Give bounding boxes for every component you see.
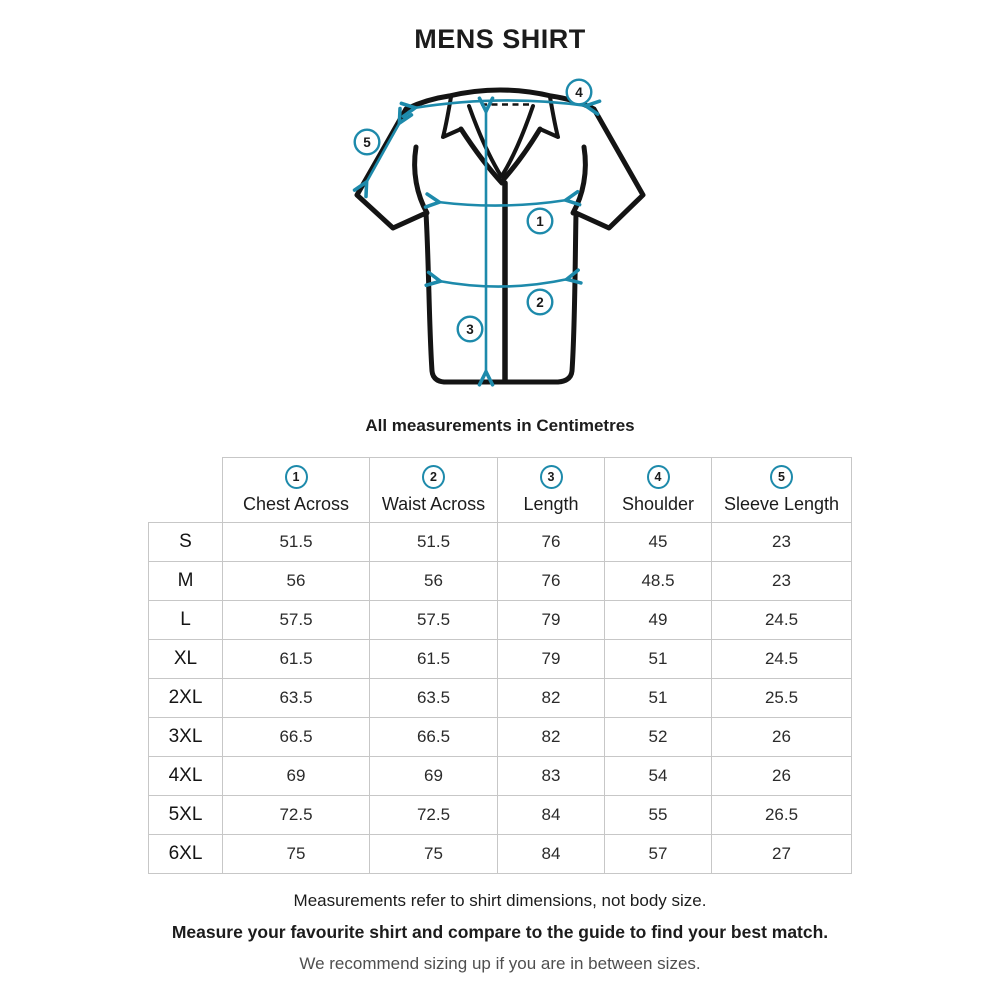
value-cell: 75 (223, 834, 370, 873)
value-cell: 79 (498, 600, 605, 639)
col-label: Chest Across (242, 493, 350, 514)
col-label: Waist Across (381, 493, 486, 514)
value-cell: 49 (605, 600, 712, 639)
value-cell: 63.5 (223, 678, 370, 717)
header-row (149, 457, 852, 522)
value-cell: 57.5 (370, 600, 498, 639)
size-cell: S (149, 522, 223, 561)
svg-text:1: 1 (536, 213, 544, 229)
col-label: Sleeve Length (723, 493, 840, 514)
footer-note-dimensions: Measurements refer to shirt dimensions, not body size. (293, 890, 707, 910)
value-cell: 51.5 (370, 522, 498, 561)
value-cell: 51 (605, 639, 712, 678)
marker-waist (528, 289, 553, 314)
svg-text:3: 3 (466, 321, 474, 337)
value-cell: 66.5 (223, 717, 370, 756)
value-cell: 72.5 (223, 795, 370, 834)
col-header-waist (370, 457, 498, 522)
value-cell: 48.5 (605, 561, 712, 600)
footer-note-measure: Measure your favourite shirt and compare to the guide to find your best match. (171, 921, 829, 942)
marker-sleeve (355, 129, 380, 154)
marker-chest (528, 208, 553, 233)
value-cell: 24.5 (712, 639, 852, 678)
value-cell: 23 (712, 522, 852, 561)
shirt-outline-icon (357, 90, 643, 382)
value-cell: 27 (712, 834, 852, 873)
value-cell: 61.5 (223, 639, 370, 678)
size-cell: M (149, 561, 223, 600)
svg-text:5: 5 (363, 134, 371, 150)
size-table (148, 457, 852, 874)
table-row-5xl (149, 795, 852, 834)
marker-length (458, 316, 483, 341)
size-cell: 6XL (149, 834, 223, 873)
value-cell: 76 (498, 522, 605, 561)
size-cell: L (149, 600, 223, 639)
value-cell: 75 (370, 834, 498, 873)
value-cell: 26.5 (712, 795, 852, 834)
value-cell: 82 (498, 717, 605, 756)
value-cell: 45 (605, 522, 712, 561)
shirt-diagram (330, 77, 670, 402)
value-cell: 63.5 (370, 678, 498, 717)
value-cell: 57 (605, 834, 712, 873)
size-cell: 5XL (149, 795, 223, 834)
value-cell: 66.5 (370, 717, 498, 756)
col-number-badge: 2 (422, 465, 445, 489)
value-cell: 51 (605, 678, 712, 717)
col-label: Length (523, 493, 579, 514)
col-number-badge: 1 (285, 465, 308, 489)
col-label: Shoulder (621, 493, 695, 514)
size-cell: XL (149, 639, 223, 678)
shirt-diagram-svg (330, 77, 670, 397)
value-cell: 25.5 (712, 678, 852, 717)
value-cell: 76 (498, 561, 605, 600)
value-cell: 84 (498, 795, 605, 834)
value-cell: 51.5 (223, 522, 370, 561)
value-cell: 83 (498, 756, 605, 795)
value-cell: 61.5 (370, 639, 498, 678)
value-cell: 82 (498, 678, 605, 717)
svg-text:4: 4 (575, 84, 583, 100)
svg-text:2: 2 (536, 294, 544, 310)
value-cell: 54 (605, 756, 712, 795)
col-header-length (498, 457, 605, 522)
col-number-badge: 4 (647, 465, 670, 489)
value-cell: 84 (498, 834, 605, 873)
value-cell: 52 (605, 717, 712, 756)
value-cell: 26 (712, 717, 852, 756)
value-cell: 56 (223, 561, 370, 600)
value-cell: 72.5 (370, 795, 498, 834)
value-cell: 55 (605, 795, 712, 834)
table-row-6xl (149, 834, 852, 873)
size-cell: 4XL (149, 756, 223, 795)
table-row-s (149, 522, 852, 561)
table-row-l (149, 600, 852, 639)
value-cell: 57.5 (223, 600, 370, 639)
marker-shoulder (567, 79, 592, 104)
col-header-sleeve (712, 457, 852, 522)
col-number-badge: 3 (540, 465, 563, 489)
page-title: MENS SHIRT (414, 24, 586, 54)
units-note: All measurements in Centimetres (365, 415, 635, 435)
value-cell: 79 (498, 639, 605, 678)
value-cell: 23 (712, 561, 852, 600)
table-row-2xl (149, 678, 852, 717)
col-header-shoulder (605, 457, 712, 522)
value-cell: 26 (712, 756, 852, 795)
table-row-3xl (149, 717, 852, 756)
size-cell: 2XL (149, 678, 223, 717)
corner-cell (149, 457, 223, 522)
table-row-m (149, 561, 852, 600)
value-cell: 56 (370, 561, 498, 600)
table-row-xl (149, 639, 852, 678)
col-number-badge: 5 (770, 465, 793, 489)
size-cell: 3XL (149, 717, 223, 756)
value-cell: 69 (223, 756, 370, 795)
col-header-chest (223, 457, 370, 522)
value-cell: 24.5 (712, 600, 852, 639)
footer-note-sizing-up: We recommend sizing up if you are in between sizes. (299, 953, 701, 973)
value-cell: 69 (370, 756, 498, 795)
table-row-4xl (149, 756, 852, 795)
